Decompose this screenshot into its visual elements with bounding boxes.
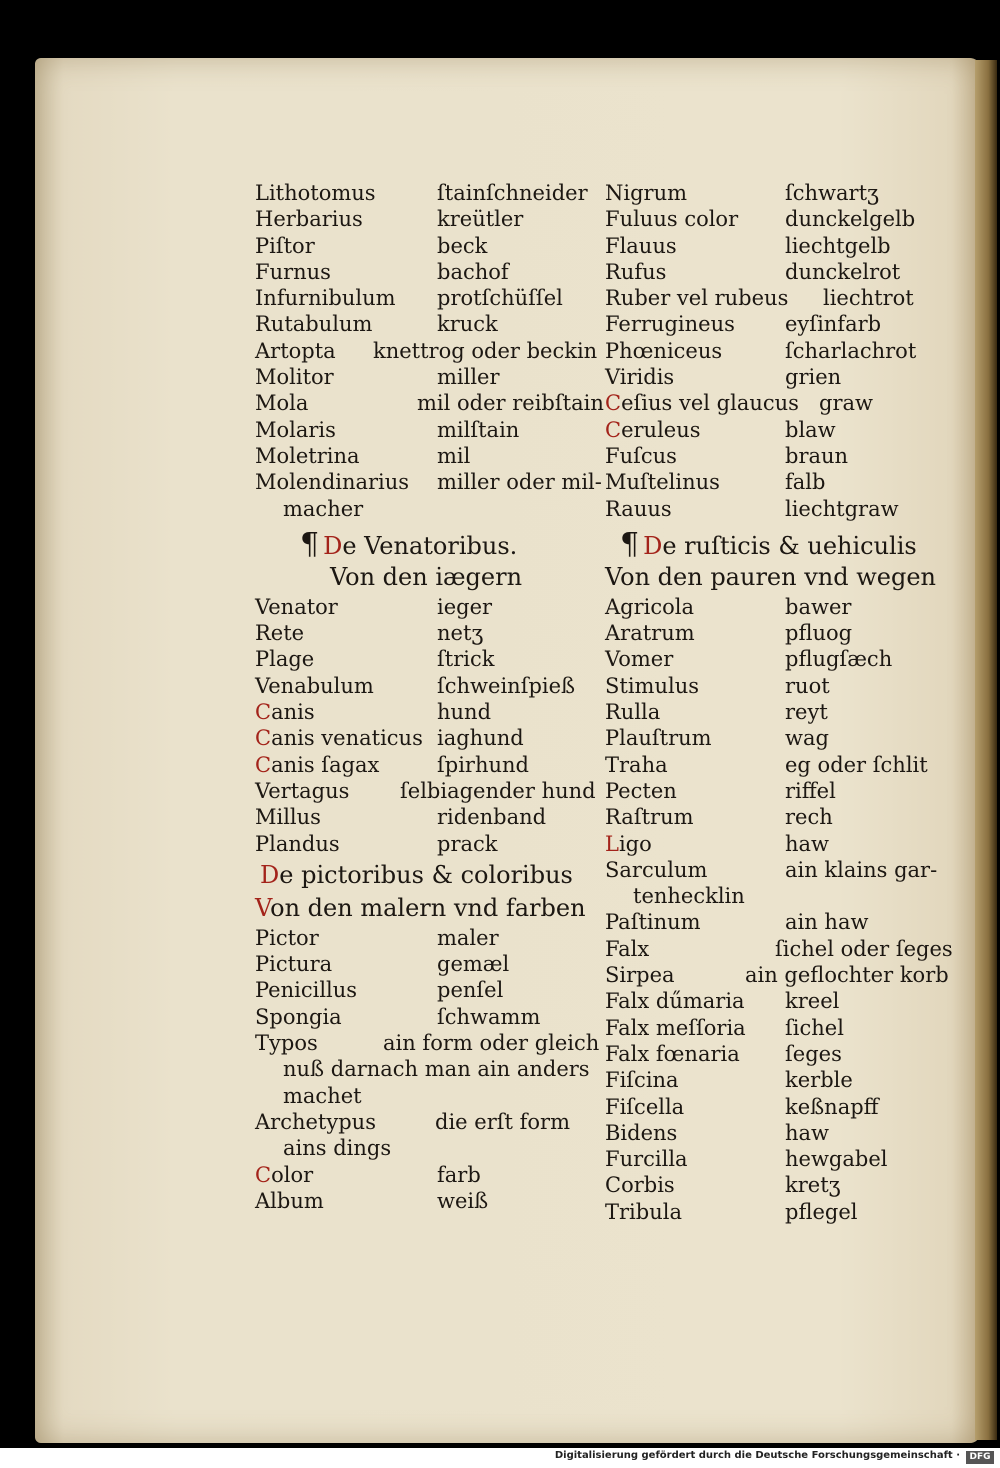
latin-term: Artopta xyxy=(255,338,336,363)
german-term: netʒ xyxy=(437,621,484,646)
dfg-logo-icon: DFG xyxy=(966,1451,994,1464)
latin-term: Viridis xyxy=(605,365,675,390)
glossary-line xyxy=(255,646,600,672)
latin-term: Agricola xyxy=(605,594,695,619)
glossary-line xyxy=(605,725,950,751)
glossary-line xyxy=(605,417,950,443)
latin-term: Vomer xyxy=(605,647,674,672)
german-term: ſichel oder ſeges xyxy=(775,936,953,961)
german-term: die erſt form xyxy=(435,1109,570,1134)
german-term: pflugſæch xyxy=(785,647,893,672)
german-term: ſtainſchneider xyxy=(437,181,588,205)
latin-term: Pecten xyxy=(605,778,677,803)
latin-term: Nigrum xyxy=(605,181,688,205)
german-term: bawer xyxy=(785,594,852,619)
latin-term: Paſtinum xyxy=(605,910,701,935)
glossary-line xyxy=(605,778,950,804)
glossary-line xyxy=(255,725,600,751)
glossary-line xyxy=(605,1067,950,1093)
german-term: graw xyxy=(819,391,873,416)
german-term: dunckelgelb xyxy=(785,207,916,232)
latin-term: Plage xyxy=(255,647,315,672)
glossary-line xyxy=(605,962,950,988)
glossary-line xyxy=(605,390,950,416)
latin-term: Rauus xyxy=(605,496,672,521)
latin-term: Canis ſagax xyxy=(255,752,380,777)
latin-term: Millus xyxy=(255,805,321,830)
latin-term: Ceruleus xyxy=(605,417,701,442)
latin-term: Ceſius vel glaucus xyxy=(605,391,799,416)
german-term: ridenband xyxy=(437,805,547,830)
glossary-line xyxy=(605,1041,950,1067)
german-term: iaghund xyxy=(437,726,524,751)
german-term: ain klains gar- xyxy=(785,857,938,882)
latin-term: Furcilla xyxy=(605,1147,688,1172)
glossary-line xyxy=(605,1172,950,1198)
german-term: riffel xyxy=(785,778,836,803)
glossary-line xyxy=(605,909,950,935)
glossary-line xyxy=(255,180,600,206)
german-term: ruot xyxy=(785,673,830,698)
latin-term: Fiſcella xyxy=(605,1094,685,1119)
glossary-line xyxy=(605,752,950,778)
latin-term: Rufus xyxy=(605,259,667,284)
glossary-line xyxy=(255,338,600,364)
latin-term: Molaris xyxy=(255,417,336,442)
latin-term: Infurnibulum xyxy=(255,286,396,311)
german-term: liechtgraw xyxy=(785,496,899,521)
german-term: grien xyxy=(785,365,842,390)
german-term: blaw xyxy=(785,417,836,442)
german-term: eg oder ſchlit xyxy=(785,752,928,777)
latin-term: Color xyxy=(255,1162,314,1187)
german-term: farb xyxy=(437,1162,481,1187)
glossary-line xyxy=(255,469,600,495)
latin-term: Falx fœnaria xyxy=(605,1041,740,1066)
german-term: liechtrot xyxy=(823,286,914,311)
latin-term: Rutabulum xyxy=(255,312,373,337)
latin-term: Spongia xyxy=(255,1004,342,1029)
glossary-line xyxy=(255,977,600,1003)
german-term: reyt xyxy=(785,700,828,725)
glossary-line xyxy=(255,311,600,337)
german-term: protſchüſſel xyxy=(437,286,563,311)
glossary-line xyxy=(255,259,600,285)
section-subtitle-rustici: Von den pauren vnd wegen xyxy=(605,562,936,591)
glossary-line xyxy=(255,778,600,804)
latin-term: Rulla xyxy=(605,700,661,725)
glossary-line xyxy=(255,390,604,416)
german-term: wag xyxy=(785,726,829,751)
german-term: ieger xyxy=(437,594,493,619)
german-term: pflegel xyxy=(785,1199,858,1224)
latin-term: Traha xyxy=(605,752,668,777)
german-term: ſtrick xyxy=(437,647,495,672)
glossary-line xyxy=(605,338,950,364)
glossary-line xyxy=(605,936,953,962)
german-term: rech xyxy=(785,805,833,830)
latin-term: Lithotomus xyxy=(255,181,376,205)
glossary-line xyxy=(255,443,600,469)
glossary-line xyxy=(605,311,950,337)
latin-term: nuß darnach man ain anders xyxy=(283,1057,590,1082)
glossary-line xyxy=(255,1109,600,1135)
glossary-line xyxy=(255,752,600,778)
german-term: hewgabel xyxy=(785,1147,888,1172)
latin-term: Molendinarius xyxy=(255,470,410,495)
section-subtitle-pictores: Von den malern vnd farben xyxy=(255,893,586,922)
latin-term: Archetypus xyxy=(255,1109,376,1134)
latin-term: Herbarius xyxy=(255,207,363,232)
latin-term: Vertagus xyxy=(255,778,350,803)
latin-term: Molitor xyxy=(255,365,334,390)
german-term: keßnapff xyxy=(785,1094,879,1119)
left-column xyxy=(255,180,604,1214)
german-term: falb xyxy=(785,470,826,495)
german-term: ſeges xyxy=(785,1041,842,1066)
german-term: maler xyxy=(437,925,499,950)
latin-term: Album xyxy=(255,1188,324,1213)
section-title-pictores: De pictoribus & coloribus xyxy=(260,860,573,889)
latin-term: Aratrum xyxy=(605,621,695,646)
glossary-line xyxy=(255,1083,600,1109)
section-title-rustici: ¶ De ruſticis & uehiculis xyxy=(620,526,917,562)
latin-term: Corbis xyxy=(605,1173,675,1198)
glossary-line xyxy=(605,1120,950,1146)
latin-term: Furnus xyxy=(255,259,331,284)
glossary-line xyxy=(605,285,950,311)
glossary-line xyxy=(255,804,600,830)
glossary-line xyxy=(605,857,950,883)
german-term: mil oder reibſtain xyxy=(417,391,604,416)
glossary-line xyxy=(605,1146,950,1172)
german-term: ſichel xyxy=(785,1015,844,1040)
latin-term: Mola xyxy=(255,391,309,416)
german-term: weiß xyxy=(437,1188,489,1213)
glossary-line xyxy=(255,496,600,522)
latin-term: Plandus xyxy=(255,831,340,856)
section-title-venatores: ¶ De Venatoribus. xyxy=(300,526,518,562)
glossary-line xyxy=(255,206,600,232)
glossary-line xyxy=(605,646,950,672)
german-term: liechtgelb xyxy=(785,233,891,258)
pilcrow-icon: ¶ xyxy=(300,526,320,562)
latin-term: Ligo xyxy=(605,831,652,856)
latin-term: Stimulus xyxy=(605,673,699,698)
glossary-line xyxy=(605,673,950,699)
german-term: miller xyxy=(437,365,500,390)
german-term: dunckelrot xyxy=(785,259,901,284)
glossary-line xyxy=(255,1030,600,1056)
glossary-line xyxy=(605,1199,950,1225)
glossary-line xyxy=(605,443,950,469)
glossary-line xyxy=(255,417,600,443)
pilcrow-icon: ¶ xyxy=(620,526,640,562)
latin-term: Fuſcus xyxy=(605,443,677,468)
section-subtitle-venatores: Von den iægern xyxy=(330,562,523,591)
glossary-line xyxy=(255,673,600,699)
german-term: ſchwamm xyxy=(437,1004,541,1029)
german-term: ſpirhund xyxy=(437,752,529,777)
latin-term: Pictura xyxy=(255,952,333,977)
german-term: ſcharlachrot xyxy=(785,338,917,363)
german-term: kreel xyxy=(785,989,840,1014)
german-term: kretʒ xyxy=(785,1173,841,1198)
latin-term: Flauus xyxy=(605,233,677,258)
latin-term: Pictor xyxy=(255,925,319,950)
german-term: knettrog oder beckin xyxy=(373,338,598,363)
german-term: miller oder mil- xyxy=(437,470,602,495)
latin-term: tenhecklin xyxy=(633,884,745,909)
latin-term: Muſtelinus xyxy=(605,470,720,495)
glossary-line xyxy=(605,259,950,285)
latin-term: Typos xyxy=(255,1031,318,1056)
german-term: kerble xyxy=(785,1068,853,1093)
latin-term: Sirpea xyxy=(605,963,675,988)
glossary-line xyxy=(255,1188,600,1214)
footer-credit: Digitalisierung gefördert durch die Deutsche Forschungsgemeinschaft · xyxy=(554,1450,960,1461)
latin-term: Piſtor xyxy=(255,233,315,258)
glossary-line xyxy=(605,699,950,725)
glossary-line xyxy=(605,469,950,495)
glossary-line xyxy=(605,620,950,646)
latin-term: Sarculum xyxy=(605,857,708,882)
glossary-line xyxy=(255,699,600,725)
glossary-line xyxy=(255,364,600,390)
glossary-line xyxy=(605,988,950,1014)
german-term: haw xyxy=(785,831,830,856)
glossary-line xyxy=(605,594,950,620)
glossary-line xyxy=(255,620,600,646)
german-term: ain haw xyxy=(785,910,869,935)
glossary-line xyxy=(605,180,950,206)
latin-term: Venabulum xyxy=(255,673,374,698)
latin-term: Tribula xyxy=(605,1199,682,1224)
glossary-line xyxy=(255,285,600,311)
latin-term: macher xyxy=(283,496,364,521)
german-term: prack xyxy=(437,831,498,856)
footer-bar xyxy=(0,1448,1000,1468)
glossary-line xyxy=(255,1056,600,1082)
german-term: kruck xyxy=(437,312,498,337)
german-term: gemæl xyxy=(437,952,510,977)
glossary-line xyxy=(255,594,600,620)
glossary-line xyxy=(255,925,600,951)
latin-term: Falx dűmaria xyxy=(605,989,745,1014)
latin-term: ains dings xyxy=(283,1136,392,1161)
latin-term: Rete xyxy=(255,621,305,646)
latin-term: Canis xyxy=(255,700,315,725)
german-term: penſel xyxy=(437,978,504,1003)
german-term: braun xyxy=(785,443,849,468)
latin-term: Bidens xyxy=(605,1120,678,1145)
page-edge xyxy=(975,60,997,1440)
latin-term: Penicillus xyxy=(255,978,358,1003)
latin-term: Venator xyxy=(255,594,338,619)
latin-term: machet xyxy=(283,1083,362,1108)
glossary-line xyxy=(255,831,600,857)
glossary-line xyxy=(605,206,950,232)
latin-term: Falx xyxy=(605,936,650,961)
latin-term: Falx meſſoria xyxy=(605,1015,746,1040)
latin-term: Phœniceus xyxy=(605,338,723,363)
glossary-line xyxy=(605,831,950,857)
glossary-line xyxy=(255,233,600,259)
german-term: haw xyxy=(785,1120,830,1145)
latin-term: Plauſtrum xyxy=(605,726,712,751)
latin-term: Fiſcina xyxy=(605,1068,679,1093)
german-term: hund xyxy=(437,700,492,725)
right-column xyxy=(605,180,953,1225)
german-term: ſchweinſpieß xyxy=(437,673,576,698)
glossary-line xyxy=(605,1015,950,1041)
glossary-line xyxy=(255,1004,600,1030)
latin-term: Ruber vel rubeus xyxy=(605,286,789,311)
latin-term: Ferrugineus xyxy=(605,312,735,337)
german-term: mil xyxy=(437,443,471,468)
glossary-line xyxy=(605,883,950,909)
glossary-line xyxy=(605,233,950,259)
glossary-line xyxy=(605,804,950,830)
german-term: ain geflochter korb xyxy=(745,963,949,988)
latin-term: Moletrina xyxy=(255,443,360,468)
german-term: beck xyxy=(437,233,488,258)
glossary-line xyxy=(605,364,950,390)
german-term: bachof xyxy=(437,259,509,284)
german-term: kreütler xyxy=(437,207,524,232)
german-term: ſelbiagender hund xyxy=(400,778,596,803)
glossary-line xyxy=(605,496,950,522)
german-term: pfluog xyxy=(785,621,853,646)
glossary-line xyxy=(255,1135,600,1161)
german-term: ſchwartʒ xyxy=(785,181,879,205)
latin-term: Fuluus color xyxy=(605,207,739,232)
german-term: eyſinfarb xyxy=(785,312,882,337)
glossary-line xyxy=(605,1094,950,1120)
german-term: milſtain xyxy=(437,417,520,442)
german-term: ain form oder gleich xyxy=(383,1031,600,1056)
glossary-line xyxy=(255,951,600,977)
latin-term: Canis venaticus xyxy=(255,726,423,751)
latin-term: Raſtrum xyxy=(605,805,694,830)
glossary-line xyxy=(255,1162,600,1188)
